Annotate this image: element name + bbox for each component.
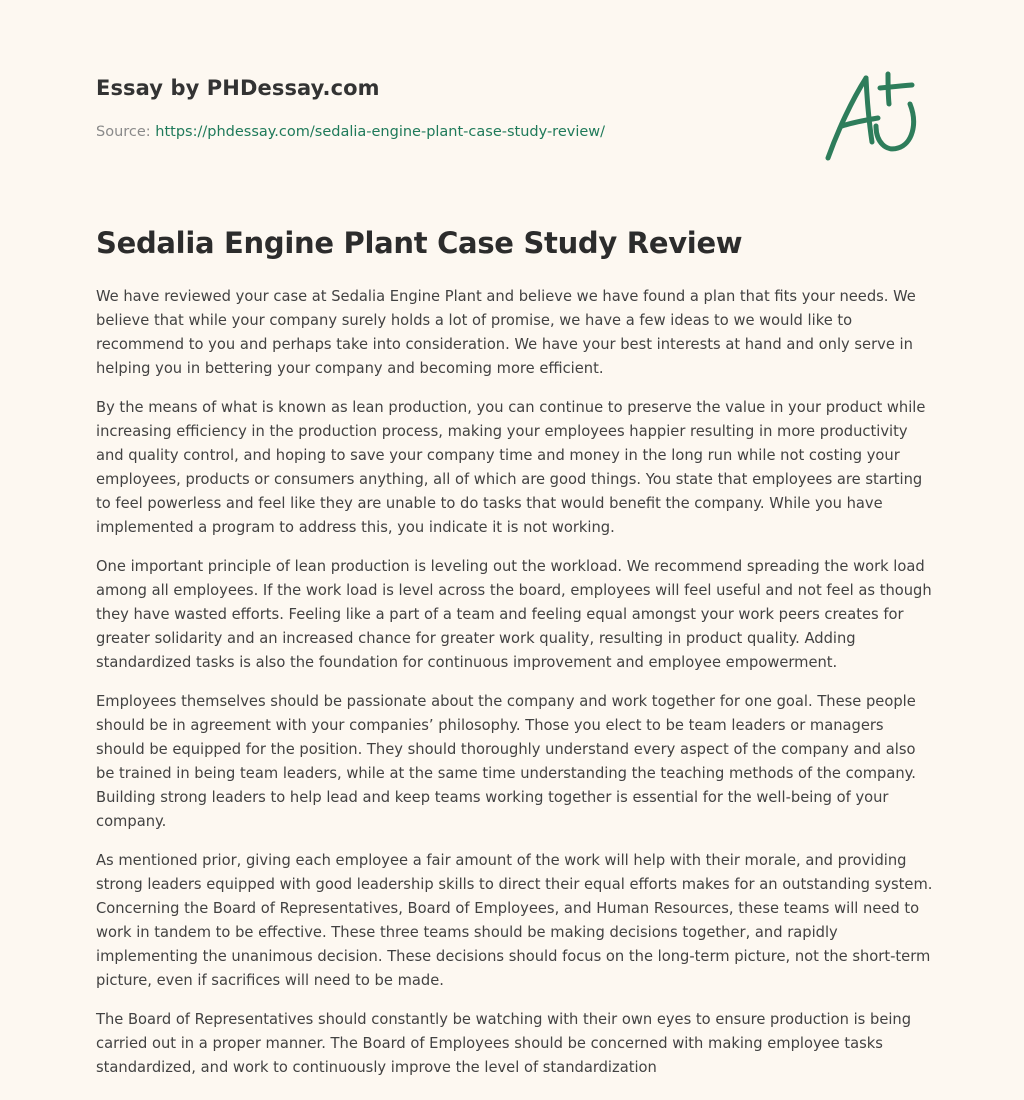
source-label: Source: <box>96 124 151 140</box>
essay-paragraph-1: We have reviewed your case at Sedalia Engine Plant and believe we have found a plan that fits your needs. We believe that while your company surely holds a lot of promise, we have a few ideas to we would like to recommend to you and perhaps take into consideration. We have your best interests at hand and only serve in helping you in bettering your company and becoming more efficient. <box>96 288 916 377</box>
source-link[interactable]: https://phdessay.com/sedalia-engine-plant-case-study-review/ <box>155 124 606 140</box>
essay-body <box>96 285 934 1095</box>
page-header <box>96 76 796 140</box>
essay-paragraph-5: As mentioned prior, giving each employee a fair amount of the work will help with their morale, and providing strong leaders equipped with good leadership skills to direct their equal efforts makes for an outstanding system. Concerning the Board of Representatives, Board of Employees, and Human Resources, these teams will need to work in tandem to be effective. These three teams should be making decisions together, and rapidly implementing the unanimous decision. These decisions should focus on the long-term picture, not the short-term picture, even if sacrifices will need to be made. <box>96 852 933 989</box>
source-line <box>96 124 605 140</box>
essay-paragraph-4: Employees themselves should be passionate about the company and work together for one goal. These people should be in agreement with your companies’ philosophy. Those you elect to be team leaders or managers should be equipped for the position. They should thoroughly understand every aspect of the company and also be trained in being team leaders, while at the same time understanding the teaching methods of the company. Building strong leaders to help lead and keep teams working together is essential for the well-being of your company. <box>96 693 916 830</box>
a-plus-grade-icon <box>822 68 926 164</box>
essay-paragraph-2: By the means of what is known as lean production, you can continue to preserve the value in your product while increasing efficiency in the production process, making your employees happier resulting in more productivity and quality control, and hoping to save your company time and money in the long run while not costing your employees, products or consumers anything, all of which are good things. You state that employees are starting to feel powerless and feel like they are unable to do tasks that would benefit the company. While you have implemented a program to address this, you indicate it is not working. <box>96 399 926 536</box>
essay-title: Sedalia Engine Plant Case Study Review <box>96 226 743 260</box>
essay-paragraph-6: The Board of Representatives should constantly be watching with their own eyes to ensure production is being carried out in a proper manner. The Board of Employees should be concerned with making employee tasks standardized, and work to continuously improve the level of standardization <box>96 1011 912 1076</box>
site-brand: Essay by PHDessay.com <box>96 76 380 100</box>
essay-paragraph-3: One important principle of lean production is leveling out the workload. We recommend spreading the work load among all employees. If the work load is level across the board, employees will feel useful and not feel as though they have wasted efforts. Feeling like a part of a team and feeling equal amongst your work peers creates for greater solidarity and an increased chance for greater work quality, resulting in product quality. Adding standardized tasks is also the foundation for continuous improvement and employee empowerment. <box>96 558 932 671</box>
